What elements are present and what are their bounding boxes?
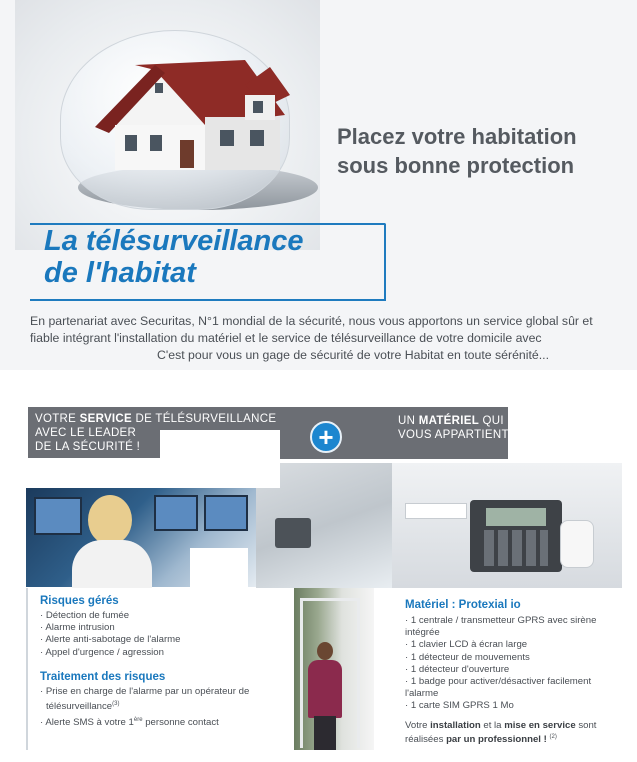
footnote-ref: (3) (112, 701, 120, 708)
list-item: · Détection de fumée (40, 610, 181, 622)
blank-area (0, 458, 280, 488)
traitement-section (40, 670, 249, 729)
monitor-screen (34, 497, 82, 535)
traitement-item-2-post: personne contact (142, 716, 219, 728)
service-header-left-pre: VOTRE (35, 413, 80, 425)
note-mid: et la (480, 720, 505, 731)
service-header-left-line-3: DE LA SÉCURITÉ ! (35, 441, 141, 453)
hero-tagline (337, 122, 577, 180)
materiel-title: Matériel : Protexial io (405, 599, 521, 611)
superscript: ère (133, 716, 143, 723)
title-line-1: La télésurveillance (44, 225, 304, 257)
service-header-right-strong: MATÉRIEL (418, 415, 480, 427)
intro-paragraph (30, 313, 630, 364)
blank-area (190, 548, 248, 588)
materiel-section (405, 598, 617, 713)
note-pre: Votre (405, 720, 431, 731)
traitement-title: Traitement des risques (40, 671, 166, 683)
motion-detector-icon (560, 520, 594, 568)
house-icon (95, 55, 295, 175)
service-header-left-line-2: AVEC LE LEADER (35, 427, 137, 439)
service-header-left-strong: SERVICE (79, 413, 133, 425)
intro-line-2: fiable intégrant l'installation du matériel et le service de télésurveillance de votre domicile avec (30, 331, 542, 345)
installation-note-line-2 (405, 732, 620, 746)
list-item: · Alerte anti-sabotage de l'alarme (40, 634, 181, 646)
intro-line-1: En partenariat avec Securitas, N°1 mondial de la sécurité, nous vous apportons un service global sûr et (30, 314, 593, 328)
list-item: · Appel d'urgence / agression (40, 647, 181, 659)
traitement-item-1-line-1: Prise en charge de l'alarme par un opérateur de (45, 686, 250, 697)
service-header-right-post: QUI (479, 415, 504, 427)
operator-body (72, 540, 152, 588)
plus-icon: + (310, 421, 342, 453)
installation-note (405, 720, 620, 745)
service-header-left-line-1 (35, 412, 276, 426)
note-line2-pre: réalisées (405, 733, 447, 745)
door-sensor-icon (405, 503, 467, 519)
list-item: · Alerte SMS à votre 1ère personne contact (40, 716, 219, 728)
traitement-item-2-pre: Alerte SMS à votre 1 (45, 716, 134, 728)
list-item: · Alarme intrusion (40, 622, 181, 634)
keypad-buttons (484, 530, 548, 566)
list-item: · 1 clavier LCD à écran large (405, 639, 617, 651)
tagline-line-1: Placez votre habitation (337, 124, 577, 149)
traitement-list (40, 686, 249, 729)
list-item: · 1 détecteur de mouvements (405, 652, 617, 664)
service-header-right (398, 414, 516, 442)
materiel-list (405, 615, 617, 713)
lcd-screen (486, 508, 546, 526)
list-item: · Prise en charge de l'alarme par un opérateur de (40, 686, 250, 697)
risques-list (40, 610, 181, 659)
tagline-line-2: sous bonne protection (337, 153, 575, 178)
traitement-item-1-line-2: télésurveillance (46, 701, 113, 713)
note-post: sont (575, 720, 597, 731)
page-title (44, 225, 304, 289)
list-item: · 1 détecteur d'ouverture (405, 664, 617, 676)
keypad-icon (275, 518, 311, 548)
woman-legs (314, 716, 336, 750)
woman-head (317, 642, 333, 660)
note-mise-en-service: mise en service (504, 720, 576, 731)
woman-body (308, 660, 342, 718)
list-item: · 1 badge pour activer/désactiver facilement l'alarme (405, 676, 617, 700)
service-header-right-line-2: VOUS APPARTIENT ! (398, 429, 516, 441)
note-professionnel: par un professionnel ! (446, 733, 547, 745)
blank-area (160, 430, 280, 460)
operator-head (88, 495, 132, 545)
risques-title: Risques gérés (40, 595, 119, 607)
intro-line-3: C'est pour vous un gage de sécurité de votre Habitat en toute sérénité... (157, 348, 549, 362)
risques-section (40, 594, 181, 659)
installation-note-line-1 (405, 720, 620, 732)
monitor-screen (204, 495, 248, 531)
service-header-right-pre: UN (398, 415, 419, 427)
note-installation: installation (430, 720, 481, 731)
service-header-right-line-1 (398, 414, 516, 428)
list-item-continuation (40, 698, 249, 713)
title-line-2: de l'habitat (44, 257, 196, 289)
footnote-ref: (2) (549, 733, 557, 740)
monitor-screen (154, 495, 198, 531)
service-header-left-post: DE TÉLÉSURVEILLANCE (132, 413, 277, 425)
list-item: · 1 carte SIM GPRS 1 Mo (405, 700, 617, 712)
list-item: · 1 centrale / transmetteur GPRS avec sirène intégrée (405, 615, 617, 639)
